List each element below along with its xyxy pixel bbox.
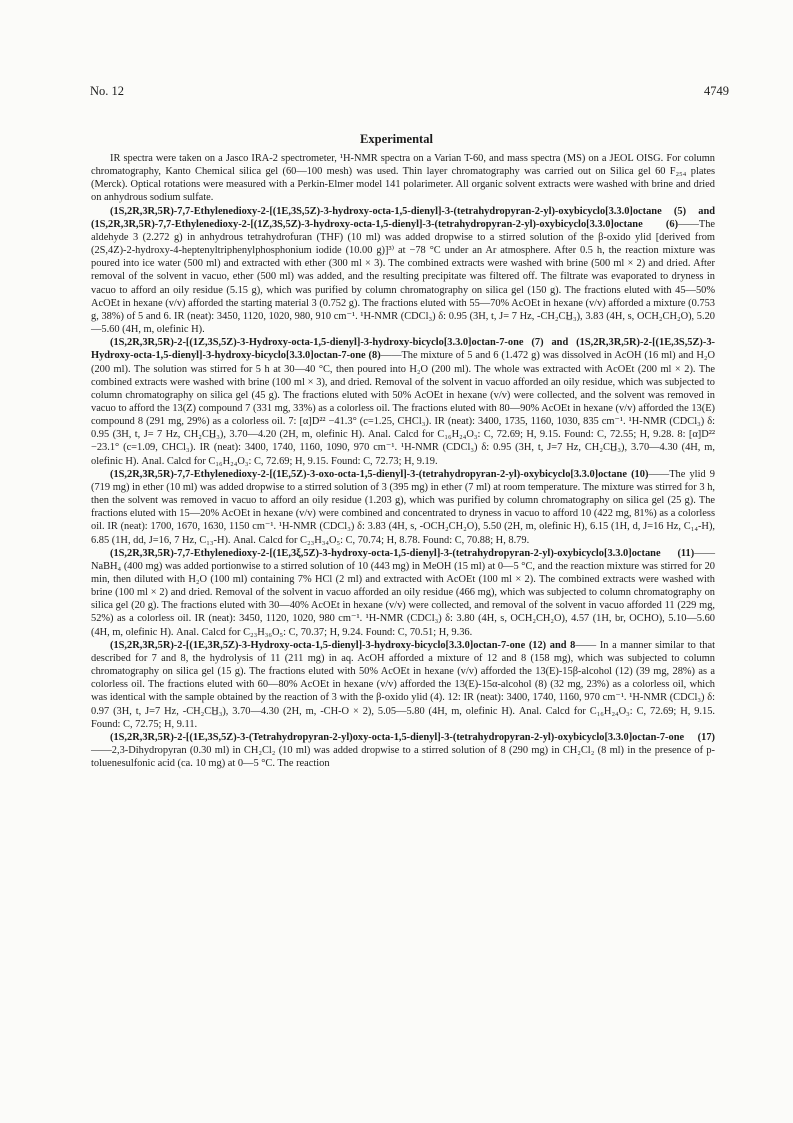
experimental-body [91, 152, 715, 770]
paragraph-heading: (1S,2R,3R,5R)-2-[(1E,3R,5Z)-3-Hydroxy-octa-1,5-dienyl]-3-hydroxy-bicyclo[3.3.0]octan-7-one (12) and 8 [110, 639, 576, 651]
issue-number: No. 12 [90, 84, 125, 98]
paragraph-heading: (1S,2R,3R,5R)-7,7-Ethylenedioxy-2-[(1E,3ξ,5Z)-3-hydroxy-octa-1,5-dienyl]-3-(tetrahydropyran-2-yl)-oxybicyclo[3.3.0]octane (11) [110, 547, 695, 559]
paragraph-general [91, 152, 715, 205]
section-title: Experimental [360, 132, 433, 146]
paragraph-text: ——NaBH₄ (400 mg) was added portionwise to a stirred solution of 10 (443 mg) in MeOH (15 ml) at 0—5 °C, and the reaction mixture was stirred for 20 min, then diluted with H₂O (100 ml) containing 7% HCl (2 ml) and extracted with AcOEt (100 ml × 2). The combined extracts were washed with brine (100 ml × 2) and dried. Removal of the solvent in vacuo afforded an oily residue (466 mg), which was subjected to column chromatography on silica gel (20 g). The fractions eluted with 30—40% AcOEt in hexane (v/v) were collected, and removal of the solvent in vacuo afforded 11 (229 mg, 52%) as a colorless oil. IR (neat): 3450, 1120, 1020, 980 cm⁻¹. ¹H-NMR (CDCl₃) δ: 3.80 (4H, s, OCH₂CH₂O), 4.57 (1H, br, OCHO), 5.10—5.60 (4H, m, olefinic H). Anal. Calcd for C₂₃H₃₆O₅: C, 70.37; H, 9.24. Found: C, 70.51; H, 9.36. [91, 547, 715, 638]
paragraph-compound-17 [91, 731, 715, 770]
paragraph-text: ——2,3-Dihydropyran (0.30 ml) in CH₂Cl₂ (10 ml) was added dropwise to a stirred solution of 8 (290 mg) in CH₂Cl₂ (8 ml) in the presence of p-toluenesulfonic acid (ca. 10 mg) at 0—5 °C. The reaction [91, 745, 715, 770]
paragraph-heading: (1S,2R,3R,5R)-7,7-Ethylenedioxy-2-[(1E,3S,5Z)-3-hydroxy-octa-1,5-dienyl]-3-(tetrahydropyran-2-yl)-oxybicyclo[3.3.0]octane (5) and (1S,2R,3R,5R)-7,7-Ethylenedioxy-2-[(1Z,3S,5Z)-3-hydroxy-octa-1,5-dienyl]-3-(tetrahydropyran-2-yl)-oxybicyclo[3.3.0]octane (6) [91, 205, 715, 230]
paragraph-heading: (1S,2R,3R,5R)-7,7-Ethylenedioxy-2-[(1E,5Z)-3-oxo-octa-1,5-dienyl]-3-(tetrahydropyran-2-yl)-oxybicyclo[3.3.0]octane (10) [110, 468, 649, 480]
paragraph-compound-10 [91, 468, 715, 547]
paragraph-compound-12 [91, 639, 715, 731]
paragraph-text: ——The aldehyde 3 (2.272 g) in anhydrous tetrahydrofuran (THF) (10 ml) was added dropwise to a stirred solution of the β-oxido ylid [derived from (2S,4Z)-2-hydroxy-4-heptenyltriphenylphosphonium iodide (10.00 g)]³⁾ at −78 °C under an Ar atmosphere. After 0.5 h, the reaction mixture was poured into ice water (500 ml) and extracted with ether (300 ml × 3). The combined extracts were washed with brine (500 ml × 2) and dried. After removal of the solvent in vacuo, ether (500 ml) was added, and the resulting precipitate was filtered off. The filtrate was evaporated to dryness in vacuo to afford an oily residue (5.15 g), which was purified by column chromatography on silica gel (150 g). The fractions eluted with 45—50% AcOEt in hexane (v/v) afforded the starting material 3 (0.752 g). The fractions eluted with 55—70% AcOEt in hexane (v/v) afforded a mixture (0.753 g, 38%) of 5 and 6. IR (neat): 3450, 1120, 1020, 980, 910 cm⁻¹. ¹H-NMR (CDCl₃) δ: 0.95 (3H, t, J= 7 Hz, -CH₂CH̲₃), 3.83 (4H, s, OCH₂CH₂O), 5.20—5.60 (4H, m, olefinic H). [91, 218, 715, 336]
paragraph-text: —— In a manner similar to that described for 7 and 8, the hydrolysis of 11 (211 mg) in aq. AcOH afforded a mixture of 12 and 8 (158 mg), which was subjected to column chromatography on silica gel (15 g). The fractions eluted with 50% AcOEt in hexane (v/v) afforded the 13(E)-15β-alcohol (12) (39 mg, 28%) as a colorless oil. The fractions eluted with 60—80% AcOEt in hexane (v/v) afforded the 13(E)-15α-alcohol (8) (32 mg, 23%) as a colorless oil, which was identical with the sample obtained by the reaction of 3 with the β-oxido ylid (4). 12: IR (neat): 3400, 1740, 1160, 970 cm⁻¹. ¹H-NMR (CDCl₃) δ: 0.97 (3H, t, J=7 Hz, -CH₂CH̲₃), 3.70—4.30 (2H, m, -CH-O × 2), 5.05—5.80 (4H, m, olefinic H). Anal. Calcd for C₁₆H₂₄O₃: C, 72.69; H, 9.15. Found: C, 72.75; H, 9.11. [91, 639, 715, 730]
paragraph-text: IR spectra were taken on a Jasco IRA-2 spectrometer, ¹H-NMR spectra on a Varian T-60, and mass spectra (MS) on a JEOL OISG. For column chromatography, Kanto Chemical silica gel (60—100 mesh) was used. Thin layer chromatography was carried out on Silica gel 60 F₂₅₄ plates (Merck). Optical rotations were measured with a Perkin-Elmer model 141 polarimeter. All organic solvent extracts were washed with brine and dried on anhydrous sodium sulfate. [91, 153, 715, 204]
paragraph-compounds-7-8 [91, 336, 715, 468]
page-number: 4749 [704, 84, 729, 98]
paragraph-compound-11 [91, 547, 715, 639]
paragraph-compounds-5-6 [91, 205, 715, 337]
paragraph-heading: (1S,2R,3R,5R)-2-[(1E,3S,5Z)-3-(Tetrahydropyran-2-yl)oxy-octa-1,5-dienyl]-3-(tetrahydropyran-2-yl)-oxybicyclo[3.3.0]octan-7-one (17) [110, 731, 715, 743]
paragraph-text: ——The mixture of 5 and 6 (1.472 g) was dissolved in AcOH (16 ml) and H₂O (200 ml). The solution was stirred for 5 h at 30—40 °C, then poured into H₂O (200 ml). The whole was extracted with AcOEt (200 ml × 2). The combined extracts were washed with brine (100 ml × 3), and dried. Removal of the solvent in vacuo afforded an oily residue, which was subjected to column chromatography on silica gel (45 g). The fractions eluted with 50% AcOEt in hexane (v/v) were collected, and the solvent was removed in vacuo to afford the 13(Z) compound 7 (331 mg, 33%) as a colorless oil. The fractions eluted with 80—90% AcOEt in hexane (v/v) afforded the 13(E) compound 8 (291 mg, 29%) as a colorless oil. 7: [α]D²² −41.3° (c=1.25, CHCl₃). IR (neat): 3400, 1735, 1160, 1030, 835 cm⁻¹. ¹H-NMR (CDCl₃) δ: 0.95 (3H, t, J= 7 Hz, CH₂CH̲₃), 3.70—4.20 (2H, m, olefinic H). Anal. Calcd for C₁₆H₂₄O₃: C, 72.69; H, 9.15. Found: C, 72.55; H, 9.28. 8: [α]D²² −23.1° (c=1.09, CHCl₃). IR (neat): 3400, 1740, 1160, 1090, 970 cm⁻¹. ¹H-NMR (CDCl₃) δ: 0.95 (3H, t, J=7 Hz, CH₂CH̲₃), 3.70—4.30 (4H, m, olefinic H). Anal. Calcd for C₁₆H₂₄O₃: C, 72.69; H, 9.15. Found: C, 72.73; H, 9.19. [91, 350, 715, 467]
paragraph-text: ——The ylid 9 (719 mg) in ether (10 ml) was added dropwise to a stirred solution of 3 (395 mg) in ether (7 ml) at room temperature. The mixture was stirred for 3 h, then the solvent was removed in vacuo to afford an oily residue (1.203 g), which was purified by column chromatography on silica gel (25 g). The fractions eluted with 15—20% AcOEt in hexane (v/v) were combined and concentrated to dryness in vacuo to afford 10 (422 mg, 81%) as a colorless oil. IR (neat): 1700, 1670, 1630, 1150 cm⁻¹. ¹H-NMR (CDCl₃) δ: 3.83 (4H, s, -OCH₂CH₂O), 5.50 (2H, m, olefinic H), 6.15 (1H, d, J=16 Hz, C₁₄-H), 6.85 (1H, dd, J=16, 7 Hz, C₁₃-H). Anal. Calcd for C₂₃H₃₄O₅: C, 70.74; H, 8.78. Found: C, 70.88; H, 8.79. [91, 468, 715, 546]
paragraph-heading: (1S,2R,3R,5R)-2-[(1Z,3S,5Z)-3-Hydroxy-octa-1,5-dienyl]-3-hydroxy-bicyclo[3.3.0]octan-7-one (7) and (1S,2R,3R,5R)-2-[(1E,3S,5Z)-3-Hydroxy-octa-1,5-dienyl]-3-hydroxy-bicyclo[3.3.0]octan-7-one (8) [91, 337, 715, 362]
